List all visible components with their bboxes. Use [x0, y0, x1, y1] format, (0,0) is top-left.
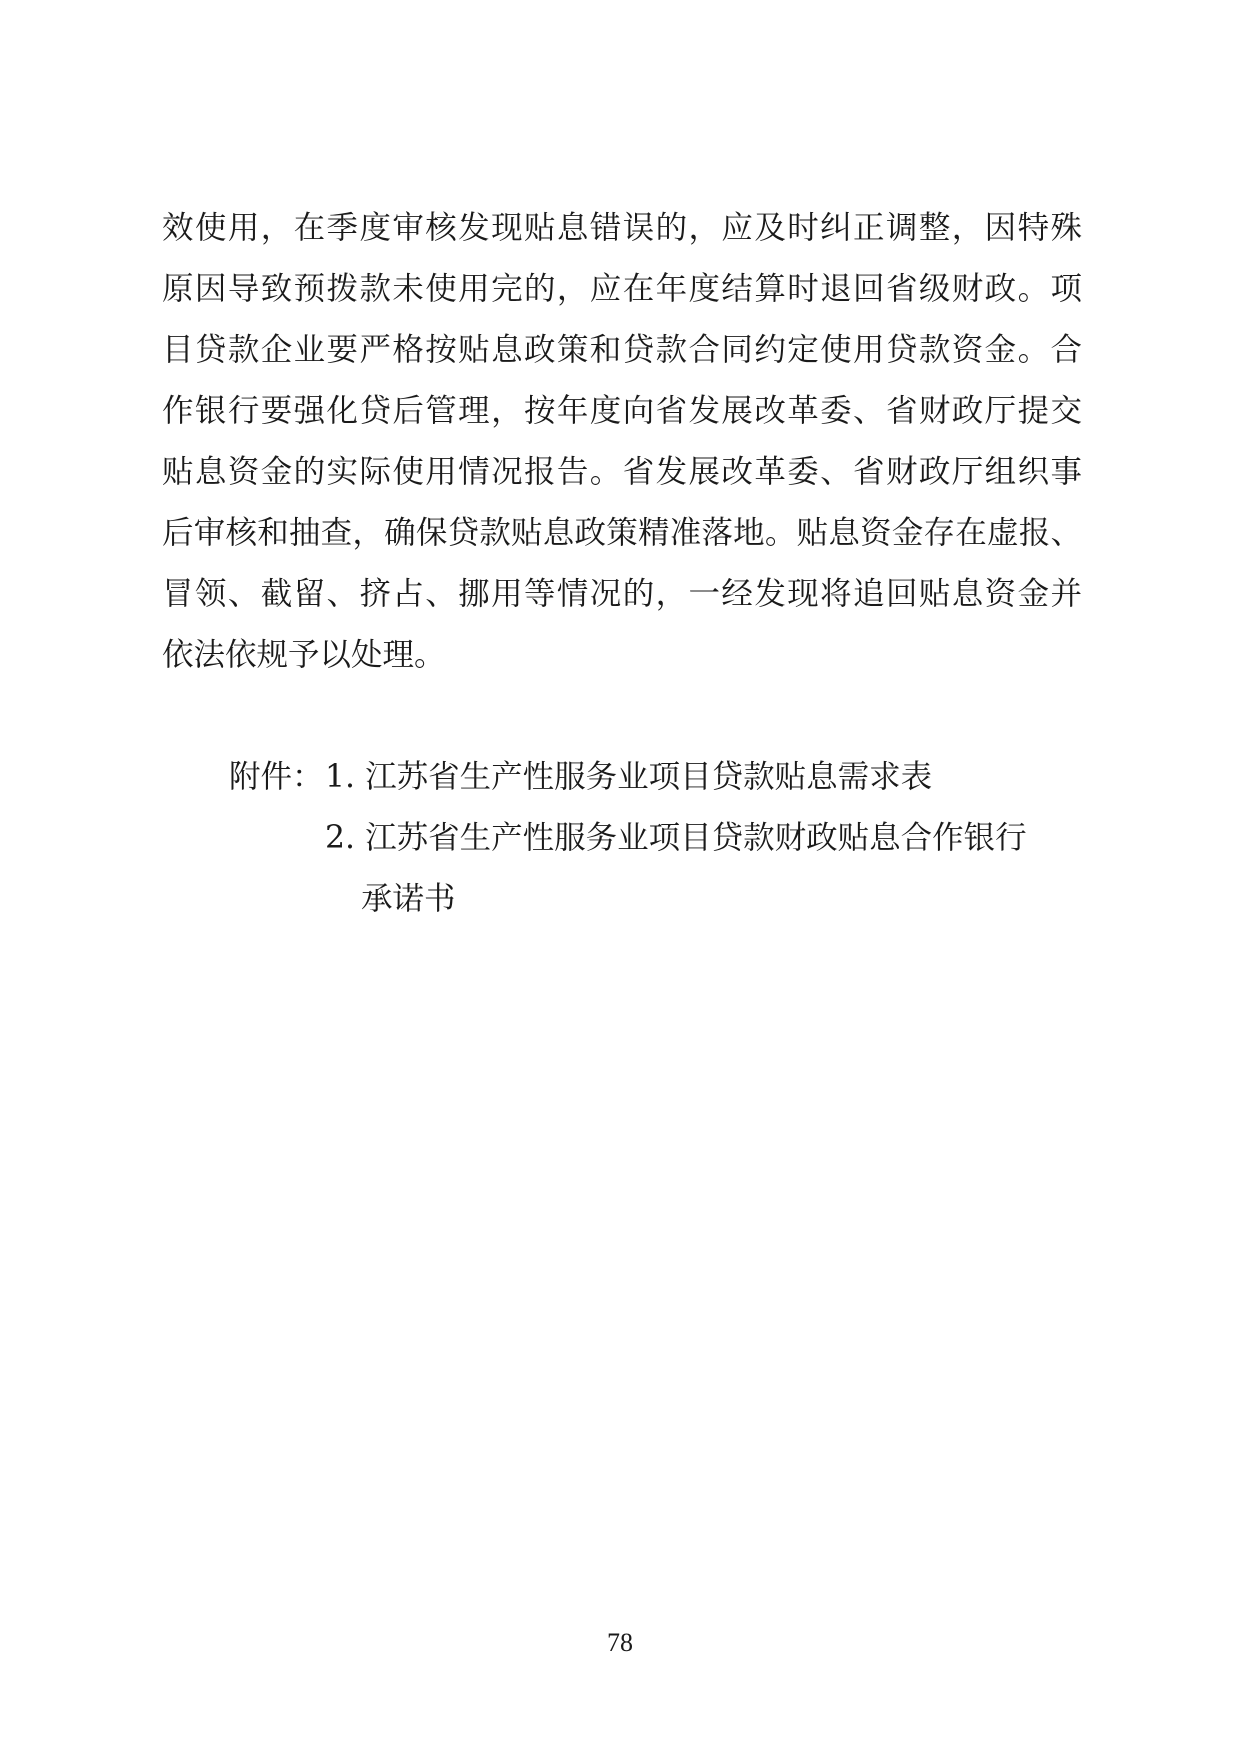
attachment-item-2: 2. 江苏省生产性服务业项目贷款财政贴息合作银行	[325, 820, 1027, 856]
attachment-row-1	[229, 747, 1109, 808]
attachment-row-2-continued	[229, 869, 1109, 930]
body-line: 目贷款企业要严格按贴息政策和贷款合同约定使用贷款资金。合	[162, 332, 1082, 368]
attachment-row-2	[229, 808, 1109, 869]
attachment-item-2-continuation: 承诺书	[361, 881, 456, 917]
body-line: 贴息资金的实际使用情况报告。省发展改革委、省财政厅组织事	[162, 454, 1082, 490]
body-line: 效使用，在季度审核发现贴息错误的，应及时纠正调整，因特殊	[162, 210, 1082, 246]
body-line: 作银行要强化贷后管理，按年度向省发展改革委、省财政厅提交	[162, 393, 1082, 429]
body-line: 原因导致预拨款未使用完的，应在年度结算时退回省级财政。项	[162, 271, 1082, 307]
attachment-item-1: 1. 江苏省生产性服务业项目贷款贴息需求表	[325, 759, 933, 795]
body-paragraph	[162, 198, 1082, 686]
body-line: 后审核和抽查，确保贷款贴息政策精准落地。贴息资金存在虚报、	[162, 515, 1082, 551]
page-number: 78	[607, 1628, 633, 1657]
attachments-label: 附件：	[229, 759, 324, 795]
body-line: 依法依规予以处理。	[162, 637, 446, 673]
attachments-list	[229, 747, 1109, 930]
body-line: 冒领、截留、挤占、挪用等情况的，一经发现将追回贴息资金并	[162, 576, 1082, 612]
